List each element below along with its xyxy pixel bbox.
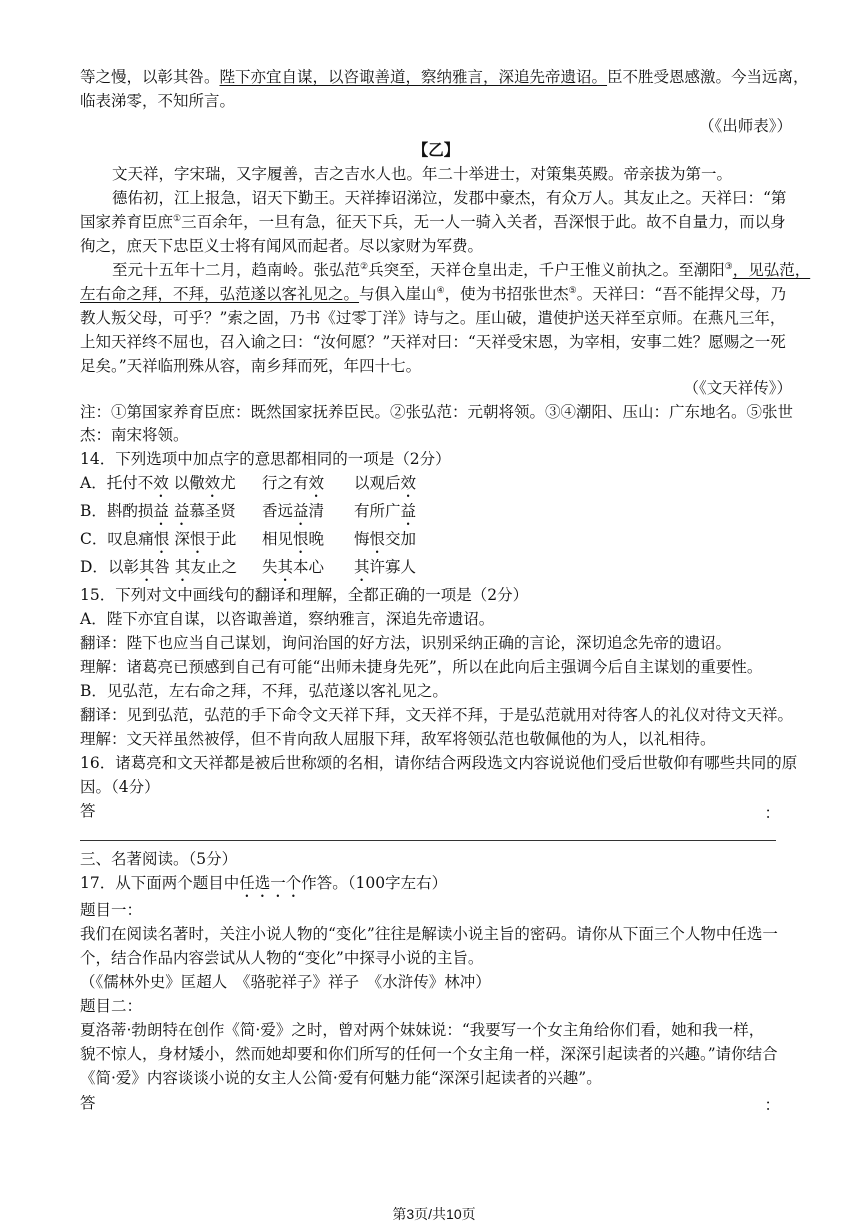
option-label: A． [80,474,107,492]
yi-p3-line2 [80,283,792,305]
q14-option-phrase-2 [262,500,324,529]
emphasis-text: 任选一个 [239,874,302,892]
topic2-label: 题目二： [80,997,143,1015]
page-footer: 第3页/共10页 [392,1206,476,1222]
q14-option-phrase-2 [262,528,324,557]
jia-source: （《出师表》） [698,117,792,135]
phrase-text: 以彰 [107,558,139,576]
underlined-sentence-b: ，见弘范， [732,261,811,279]
yi-p3-line5: 足矣。”天祥临刑殊从容，南乡拜而死，年四十七。 [80,357,422,375]
phrase-text: 悔 [354,530,370,548]
q14-option-phrase-3 [354,528,416,557]
phrase-text: 相见 [262,530,294,548]
notes-line2: 杰：南宋将领。 [80,426,189,444]
note-mark: ② [360,261,369,272]
jia-line-1 [80,66,809,88]
notes-line1: 注：①第国家养育臣庶：既然国家抚养臣民。②张弘范：元朝将领。③④潮阳、压山：广东地名。⑤张世 [80,403,794,421]
dotted-char: 恨 [293,530,309,548]
text-span: ，使为书招张世杰 [444,285,569,303]
q15-stem: 15．下列对文中画线句的翻译和理解，全都正确的一项是（2分） [80,586,529,604]
yi-p3-line4: 上知天祥终不屈也，召入谕之曰：“汝何愿？”天祥对曰：“天祥受宋恩，为宰相，安事二姓？愿赐之一死 [80,333,786,351]
text-span: 国家养育臣庶 [80,213,174,231]
q17-answer-label: 答 [80,1094,96,1112]
q14-stem: 14．下列选项中加点字的意思都相同的一项是（2分） [80,450,451,468]
yi-source: （《文天祥传》） [683,379,792,397]
q14-option-phrase-3 [354,472,416,501]
q14-option-d [80,556,237,585]
q15-b-translation: 翻译：见到弘范，弘范的手下命令文天祥下拜，文天祥不拜，于是弘范就用对待客人的礼仪对待文天祥。 [80,706,794,724]
note-mark: ⑤ [568,285,577,296]
text-span: 臣不胜受恩感激。今当远离， [607,68,809,86]
phrase-text: 以观后 [354,474,401,492]
phrase-text: 有所广 [354,502,401,520]
underlined-sentence-a: 陛下亦宜自谋，以咨诹善道，察纳雅言，深追先帝遗诏。 [219,68,608,86]
yi-p2-line2 [80,211,792,233]
text-span: 作答。（100字左右） [301,874,448,892]
phrase-text: 香远 [262,502,294,520]
topic2-line2: 貌不惊人，身材矮小，然而她却要和你们所写的任何一个女主角一样，深深引起读者的兴趣。”请你结合 [80,1045,778,1063]
phrase-text: 咎 [154,558,170,576]
yi-p3-line3: 教人叛父母，可乎？”索之固，乃书《过零丁洋》诗与之。厓山破，遣使护送天祥至京师。在燕凡三年， [80,309,786,327]
dotted-char: 益 [173,502,190,520]
note-mark: ④ [436,285,445,296]
q14-option-b [80,500,236,529]
text-span: 兵突至，天祥仓皇出走，千户王惟义前执之。至潮阳 [368,261,725,279]
yi-p2-line1: 德佑初，江上报急，诏天下勤王。天祥捧诏涕泣，发郡中豪杰，有众万人。其友止之。天祥曰：“第 [112,189,787,207]
yi-p1: 文天祥，字宋瑞，又字履善，吉之吉水人也。年二十举进士，对策集英殿。帝亲拔为第一。 [112,165,733,183]
dotted-char: 其 [138,558,155,576]
underlined-sentence-b: 左右命之拜，不拜，弘范遂以客礼见之。 [80,285,360,303]
phrase-text: 深 [169,530,190,548]
topic2-line3: 《简·爱》内容谈谈小说的女主人公简·爱有何魅力能“深深引起读者的兴趣”。 [80,1069,602,1087]
q14-option-phrase-3 [354,556,416,585]
q14-option-phrase-3 [354,500,416,529]
option-label: C． [80,530,108,548]
dotted-char: 其 [354,558,370,576]
phrase-text: 斟酌损 [106,502,154,520]
dotted-char: 恨 [153,530,170,548]
dotted-char: 益 [400,502,417,520]
phrase-text: 友止之 [190,558,237,576]
jia-line-2: 临表涕零，不知所言。 [80,92,236,110]
dotted-char: 其 [174,558,191,576]
text-span: 与俱入崖山 [359,285,437,303]
topic1-line3: （《儒林外史》匡超人 《骆驼祥子》祥子 《水浒传》林冲） [80,973,491,991]
q16-stem-line1: 16．诸葛亮和文天祥都是被后世称颂的名相，请你结合两段选文内容说说他们受后世敬仰有哪些共同的原 [80,754,798,772]
phrase-text: 清 [308,502,325,520]
q16-stem-line2: 因。（4分） [80,778,160,796]
dotted-char: 益 [153,502,169,520]
part3-heading: 三、名著阅读。（5分） [80,850,238,868]
q17-stem [80,872,792,901]
text-span: 至元十五年十二月，趋南岭。张弘范 [112,261,361,279]
yi-heading: 【乙】 [412,140,460,159]
q17-answer-colon: ： [764,1096,780,1114]
text-span: 三百余年，一旦有急，征天下兵，无一人一骑入关者，吾深恨于此。故不自量力，而以身 [181,213,786,231]
dotted-char: 益 [293,502,309,520]
q14-option-c [80,528,236,557]
q15-a-understanding: 理解：诸葛亮已预感到自己有可能“出师未捷身先死”，所以在此向后主强调今后自主谋划的重要性。 [80,658,763,676]
q16-answer-colon: ： [764,804,780,822]
topic1-line2: 个，结合作品内容尝试从人物的“变化”中探寻小说的主旨。 [80,949,484,967]
phrase-text: 行之有 [262,474,309,492]
phrase-text: 叹息痛 [107,530,154,548]
dotted-char: 效 [308,474,325,492]
phrase-text: 于此 [205,530,237,548]
q15-option-a: A．陛下亦宜自谋，以咨诹善道，察纳雅言，深追先帝遗诏。 [80,610,495,628]
yi-p3-line1 [112,259,811,281]
phrase-text: 失 [262,558,278,576]
text-span: 等之慢，以彰其咎。 [80,68,220,86]
dotted-char: 效 [400,474,417,492]
note-mark: ③ [724,261,733,272]
topic1-line1: 我们在阅读名著时，关注小说人物的“变化”往往是解读小说主旨的密码。请你从下面三个人物中任选一 [80,925,778,943]
phrase-text: 慕圣贤 [189,502,236,520]
yi-p2-line3: 徇之，庶天下忠臣义士将有闻风而起者。尽以家财为军费。 [80,237,484,255]
option-label: B． [80,502,107,520]
dotted-char: 效 [204,474,221,492]
q14-option-phrase-2 [262,556,324,585]
phrase-text: 许寡人 [369,558,417,576]
text-span: 17．从下面两个题目中 [80,874,240,892]
dotted-char: 其 [277,558,294,576]
q16-answer-line[interactable] [80,840,776,841]
topic1-label: 题目一： [80,901,143,919]
q16-answer-label: 答 [80,802,96,820]
q15-option-b: B．见弘范，左右命之拜，不拜，弘范遂以客礼见之。 [80,682,448,700]
dotted-char: 恨 [189,530,206,548]
dotted-char: 恨 [369,530,386,548]
q15-a-translation: 翻译：陛下也应当自己谋划，询问治国的好方法，识别采纳正确的言论，深切追念先帝的遗诏。 [80,634,732,652]
phrase-text: 尤 [220,474,236,492]
q14-option-a [80,472,236,501]
q14-option-phrase-2 [262,472,324,501]
phrase-text: 本心 [293,558,325,576]
q15-b-understanding: 理解：文天祥虽然被俘，但不肯向敌人屈服下拜，敌军将领弘范也敬佩他的为人，以礼相待。 [80,730,716,748]
text-span: 。天祥曰：“吾不能捍父母，乃 [576,285,787,303]
phrase-text: 晚 [308,530,325,548]
option-label: D． [80,558,108,576]
phrase-text: 托付不 [106,474,154,492]
phrase-text: 以儆 [168,474,205,492]
topic2-line1: 夏洛蒂·勃朗特在创作《简·爱》之时，曾对两个妹妹说：“我要写一个女主角给你们看，她和我一样， [80,1021,765,1039]
phrase-text: 交加 [385,530,417,548]
note-mark: ① [173,213,182,224]
dotted-char: 效 [153,474,169,492]
